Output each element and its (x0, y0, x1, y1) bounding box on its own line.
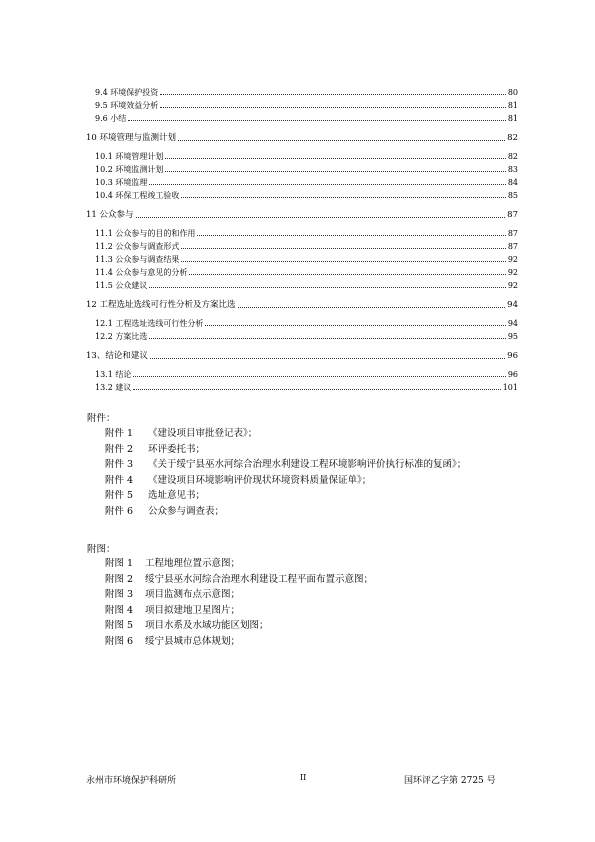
toc-entry-page: 87 (507, 229, 518, 238)
figure-item-text: 项目水系及水域功能区划图； (145, 620, 269, 632)
toc-dot-leader (178, 139, 505, 141)
attachment-item-number: 附件 5 (105, 490, 134, 502)
toc-entry-label: 10 环境管理与监测计划 (86, 133, 177, 143)
footer-institute: 永州市环境保护科研所 (86, 776, 177, 786)
attachment-item (105, 488, 525, 504)
attachment-item (105, 457, 525, 473)
toc-entry[interactable] (86, 328, 518, 341)
toc-entry[interactable] (86, 277, 518, 290)
toc-dot-leader (189, 273, 505, 275)
toc-entry[interactable] (86, 379, 518, 392)
toc-entry-label: 9.6 小结 (95, 114, 127, 123)
toc-entry-page: 87 (507, 242, 518, 251)
toc-dot-leader (136, 216, 506, 218)
toc-entry-page: 94 (507, 319, 518, 328)
toc-entry[interactable] (86, 148, 518, 161)
toc-entry-label: 10.1 环境管理计划 (95, 152, 164, 161)
toc-entry[interactable] (86, 315, 518, 328)
toc-entry-label: 9.4 环境保护投资 (95, 88, 159, 97)
figure-item-text: 项目监测布点示意图； (145, 589, 241, 601)
toc-entry[interactable] (86, 238, 518, 251)
toc-entry-page: 92 (507, 268, 518, 277)
figure-item (105, 618, 525, 634)
toc-entry[interactable] (86, 187, 518, 200)
toc-entry-label: 11.5 公众建议 (95, 281, 148, 290)
toc-entry[interactable] (86, 161, 518, 174)
toc-entry[interactable] (86, 97, 518, 110)
toc-dot-leader (149, 286, 505, 288)
toc-entry-label: 10.4 环保工程竣工验收 (95, 191, 180, 200)
toc-entry[interactable] (86, 296, 518, 310)
figure-item-text: 绥宁县巫水河综合治理水利建设工程平面布置示意图； (145, 573, 374, 585)
attachment-item-text: 《建设项目环境影响评价现状环境资料质量保证单》； (148, 474, 372, 486)
attachment-item-number: 附件 6 (105, 505, 134, 517)
attachment-item (105, 442, 525, 458)
toc-entry[interactable] (86, 84, 518, 97)
figures-title: 附图： (87, 544, 116, 555)
toc-dot-leader (181, 247, 505, 249)
table-of-contents (86, 84, 518, 392)
toc-entry-label: 11 公众参与 (86, 210, 134, 220)
toc-entry-label: 10.3 环境监理 (95, 178, 148, 187)
toc-entry-label: 12 工程选址选线可行性分析及方案比选 (86, 300, 236, 310)
figure-item (105, 603, 525, 619)
attachments-list (105, 426, 525, 520)
toc-dot-leader (133, 388, 500, 390)
toc-entry-label: 12.1 工程选址选线可行性分析 (95, 319, 204, 328)
toc-entry[interactable] (86, 129, 518, 143)
attachment-item-number: 附件 1 (105, 428, 134, 439)
toc-entry[interactable] (86, 225, 518, 238)
toc-entry-label: 11.3 公众参与调查结果 (95, 255, 180, 264)
attachment-item (105, 504, 525, 520)
toc-dot-leader (181, 196, 505, 198)
toc-entry-label: 12.2 方案比选 (95, 332, 148, 341)
figure-item (105, 587, 525, 603)
attachments-title: 附件： (87, 413, 116, 424)
toc-dot-leader (205, 324, 505, 326)
toc-entry-page: 87 (507, 210, 518, 220)
figure-item-text: 绥宁县城市总体规划； (145, 635, 241, 647)
toc-entry-label: 11.4 公众参与意见的分析 (95, 268, 188, 277)
toc-entry-label: 13.1 结论 (95, 370, 132, 379)
toc-entry-page: 81 (507, 114, 518, 123)
toc-entry-page: 81 (507, 101, 518, 110)
figure-item-number: 附图 2 (105, 573, 134, 585)
toc-entry-page: 84 (507, 178, 518, 187)
figure-item-text: 项目拟建地卫星图片； (145, 604, 241, 616)
attachment-item-text: 《关于绥宁县巫水河综合治理水利建设工程环境影响评价执行标准的复函》； (148, 459, 467, 471)
toc-entry[interactable] (86, 110, 518, 123)
figure-item-number: 附图 6 (105, 635, 134, 647)
toc-dot-leader (150, 357, 505, 359)
toc-entry[interactable] (86, 251, 518, 264)
toc-entry-page: 94 (507, 300, 518, 310)
toc-entry-page: 92 (507, 281, 518, 290)
page-number: II (300, 773, 307, 782)
figure-item (105, 634, 525, 650)
figure-item-number: 附图 1 (105, 558, 134, 569)
toc-dot-leader (181, 260, 505, 262)
toc-entry[interactable] (86, 347, 518, 361)
attachment-item-text: 公众参与调查表； (148, 505, 225, 517)
toc-entry[interactable] (86, 366, 518, 379)
toc-entry-page: 101 (502, 383, 518, 392)
toc-entry-label: 13.2 建议 (95, 383, 132, 392)
attachment-item-number: 附件 4 (105, 474, 134, 486)
toc-entry-page: 80 (507, 88, 518, 97)
toc-dot-leader (128, 119, 506, 121)
attachment-item-number: 附件 2 (105, 443, 134, 455)
toc-dot-leader (149, 183, 505, 185)
attachment-item-text: 选址意见书； (148, 490, 206, 502)
toc-entry-page: 83 (507, 165, 518, 174)
toc-entry-label: 11.2 公众参与调查形式 (95, 242, 180, 251)
toc-dot-leader (165, 170, 505, 172)
toc-dot-leader (160, 93, 506, 95)
attachment-item (105, 473, 525, 489)
figure-item-number: 附图 4 (105, 604, 134, 616)
toc-entry-page: 96 (507, 370, 518, 379)
toc-entry-label: 11.1 公众参与的目的和作用 (95, 229, 196, 238)
toc-entry-page: 82 (507, 152, 518, 161)
figure-item-text: 工程地理位置示意图； (145, 558, 241, 569)
toc-entry-label: 10.2 环境监测计划 (95, 165, 164, 174)
attachment-item-text: 《建设项目审批登记表》； (148, 428, 258, 439)
toc-dot-leader (165, 157, 505, 159)
toc-dot-leader (160, 106, 506, 108)
attachment-item-text: 环评委托书； (148, 443, 206, 455)
attachment-item (105, 426, 525, 442)
toc-dot-leader (149, 337, 505, 339)
figures-list (105, 556, 525, 650)
toc-entry-page: 95 (507, 332, 518, 341)
figure-item (105, 556, 525, 572)
toc-entry-label: 9.5 环境效益分析 (95, 101, 159, 110)
toc-entry-label: 13、结论和建议 (86, 351, 148, 361)
footer-certificate: 国环评乙字第 2725 号 (404, 776, 496, 786)
toc-dot-leader (238, 306, 506, 308)
figure-item-number: 附图 3 (105, 589, 134, 601)
toc-entry[interactable] (86, 206, 518, 220)
toc-dot-leader (133, 375, 505, 377)
toc-entry-page: 96 (507, 351, 518, 361)
toc-entry[interactable] (86, 174, 518, 187)
toc-entry-page: 82 (507, 133, 518, 143)
attachment-item-number: 附件 3 (105, 459, 134, 471)
figure-item (105, 572, 525, 588)
page-footer (0, 773, 595, 787)
figure-item-number: 附图 5 (105, 620, 134, 632)
toc-dot-leader (197, 234, 505, 236)
toc-entry-page: 92 (507, 255, 518, 264)
toc-entry[interactable] (86, 264, 518, 277)
toc-entry-page: 85 (507, 191, 518, 200)
